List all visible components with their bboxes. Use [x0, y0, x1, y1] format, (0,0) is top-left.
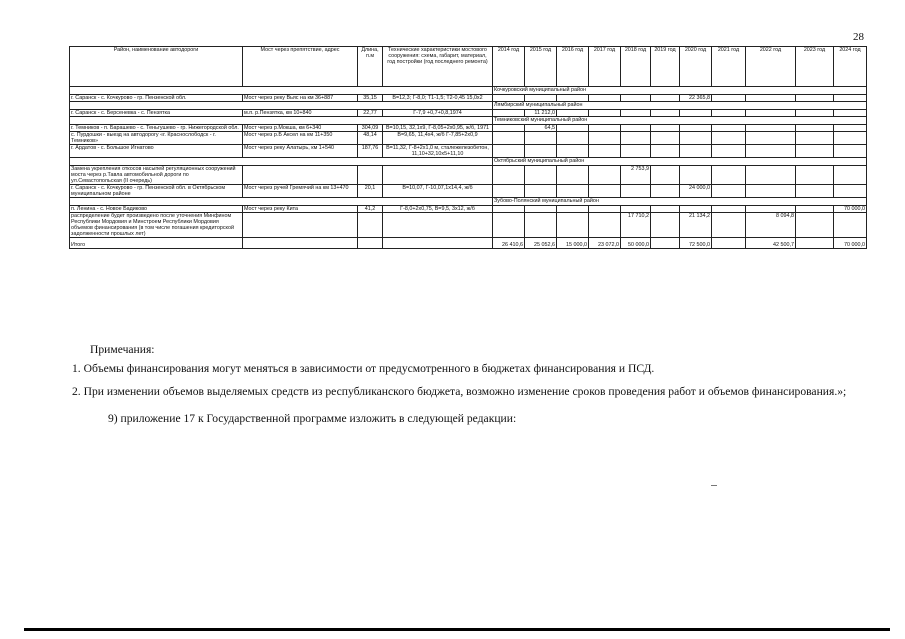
table-cell [525, 145, 557, 158]
total-cell: 42 500,7 [746, 238, 796, 249]
scan-mark [711, 485, 717, 486]
table-cell: 22,77 [358, 110, 383, 117]
total-cell: 50 000,0 [621, 238, 651, 249]
table-cell [525, 213, 557, 238]
table-cell [834, 125, 867, 132]
column-header: Мост через препятствие, адрес [243, 47, 358, 87]
table-cell [493, 125, 525, 132]
table-cell [493, 132, 525, 145]
section-title: Октябрьский муниципальный район [493, 158, 867, 166]
table-cell [746, 132, 796, 145]
table-cell: В=11,32, Г-8+2х1,0 м, сталежелезобетон, 11,10+32,10х5+11,10 [383, 145, 493, 158]
total-row [70, 238, 867, 249]
table-cell [712, 110, 746, 117]
section-row [70, 158, 867, 166]
table-cell: 35,15 [358, 95, 383, 102]
table-cell: г. Саранск - с. Кочкурово - гр. Пензенской обл. в Октябрьском муниципальном районе [70, 185, 243, 198]
column-header: 2018 год [621, 47, 651, 87]
table-cell [589, 185, 621, 198]
table-cell [589, 206, 621, 213]
table-cell [651, 185, 680, 198]
table-cell: Замена укрепления откосов насыпей регуляционных сооружений моста через р.Тавла автомобильной дороги по ул.Севастопольская (II очередь) [70, 166, 243, 185]
table-cell [680, 125, 712, 132]
table-cell: В=9,65, 11,4х4, ж/б Г-7,85+2х0,9 [383, 132, 493, 145]
column-header: 2023 год [796, 47, 834, 87]
table-cell [712, 145, 746, 158]
total-cell [358, 238, 383, 249]
table-row [70, 166, 867, 185]
table-cell: 20,1 [358, 185, 383, 198]
section-title: Зубово-Полянский муниципальный район [493, 198, 867, 206]
table-cell [557, 95, 589, 102]
table-cell: 70 000,0 [834, 206, 867, 213]
table-cell [557, 145, 589, 158]
table-cell: 304,09 [358, 125, 383, 132]
table-cell: с. Пурдошки - выезд на автодорогу «г. Краснослободск - г. Темников» [70, 132, 243, 145]
section-spacer [70, 117, 493, 125]
table-cell [525, 132, 557, 145]
table-cell [621, 206, 651, 213]
table-cell: 17 710,2 [621, 213, 651, 238]
table-cell [383, 166, 493, 185]
table-cell: 41,2 [358, 206, 383, 213]
table-cell [557, 125, 589, 132]
table-cell [712, 125, 746, 132]
table-cell [712, 213, 746, 238]
table-row [70, 125, 867, 132]
column-header: 2019 год [651, 47, 680, 87]
total-cell: 26 410,6 [493, 238, 525, 249]
note-item: 9) приложение 17 к Государственной программе изложить в следующей редакции: [108, 412, 517, 425]
table-cell [796, 166, 834, 185]
table-cell: 21 134,2 [680, 213, 712, 238]
section-spacer [70, 102, 493, 110]
header-row [70, 47, 867, 87]
table-cell [621, 145, 651, 158]
page-bottom-edge [24, 628, 890, 631]
section-spacer [70, 198, 493, 206]
column-header: Район, наименование автодороги [70, 47, 243, 87]
section-title: Кочкуровский муниципальный район [493, 87, 867, 95]
total-cell: 72 500,0 [680, 238, 712, 249]
table-cell [383, 213, 493, 238]
table-cell: Мост через реку Алатырь, км 1+540 [243, 145, 358, 158]
table-cell [651, 110, 680, 117]
table-cell [358, 166, 383, 185]
table-cell [525, 166, 557, 185]
table-cell: Мост через р.Мокша, км 6+340 [243, 125, 358, 132]
table-cell: Мост через реку Вьяс на км 36+887 [243, 95, 358, 102]
table-row [70, 110, 867, 117]
table-row [70, 185, 867, 198]
total-cell: 23 072,0 [589, 238, 621, 249]
notes-block [72, 342, 867, 426]
table-cell [712, 132, 746, 145]
total-cell [651, 238, 680, 249]
table-cell [557, 185, 589, 198]
table-cell [589, 132, 621, 145]
table-cell: распределение будет произведено после уточнения Минфином Республики Мордовия и Минстроем Республики Мордовия объемов финансирования (в том числе погашения кредиторской задолженности прошлых лет) [70, 213, 243, 238]
table-cell [358, 213, 383, 238]
table-cell: 48,14 [358, 132, 383, 145]
table-cell [651, 145, 680, 158]
table-cell: г. Саранск - с. Берсеневка - с. Пензятка [70, 110, 243, 117]
column-header: 2020 год [680, 47, 712, 87]
table-cell [557, 213, 589, 238]
table-cell: 22 365,8 [680, 95, 712, 102]
table-cell [680, 206, 712, 213]
section-row [70, 117, 867, 125]
total-cell: 15 000,0 [557, 238, 589, 249]
total-cell [796, 238, 834, 249]
table-cell: 11 212,0 [525, 110, 557, 117]
table-cell: г. Ардатов - с. Большое Игнатово [70, 145, 243, 158]
table-cell [680, 166, 712, 185]
table-cell: Мост через р.Б Аксел на км 11+350 [243, 132, 358, 145]
table-cell: 64,5 [525, 125, 557, 132]
section-row [70, 198, 867, 206]
table-cell [712, 95, 746, 102]
column-header: Длина, п.м [358, 47, 383, 87]
section-row [70, 87, 867, 95]
table-cell: Мост через реку Кита [243, 206, 358, 213]
section-title: Темниковский муниципальный район [493, 117, 867, 125]
table-cell [651, 125, 680, 132]
table-cell [557, 206, 589, 213]
table-cell [796, 185, 834, 198]
table-cell [651, 206, 680, 213]
total-cell [712, 238, 746, 249]
table-cell [680, 132, 712, 145]
column-header: 2024 год [834, 47, 867, 87]
table-cell [796, 145, 834, 158]
table-header [70, 47, 867, 87]
table-cell [834, 110, 867, 117]
total-cell [243, 238, 358, 249]
table-cell [621, 95, 651, 102]
total-cell [383, 238, 493, 249]
table-cell [589, 110, 621, 117]
table-cell [651, 95, 680, 102]
table-cell [621, 185, 651, 198]
table-cell [557, 132, 589, 145]
table-cell: 24 000,0 [680, 185, 712, 198]
table-cell [796, 125, 834, 132]
table-cell [834, 166, 867, 185]
table-cell [680, 110, 712, 117]
column-header: 2015 год [525, 47, 557, 87]
table-cell [834, 95, 867, 102]
table-cell [834, 145, 867, 158]
table-cell [589, 145, 621, 158]
table-cell: 8 094,8 [746, 213, 796, 238]
table-cell [493, 166, 525, 185]
table-cell [243, 166, 358, 185]
table-cell [651, 213, 680, 238]
table-cell: Г-7,9 +0,7+0,8,1974 [383, 110, 493, 117]
table-cell [834, 185, 867, 198]
page-number: 28 [853, 31, 864, 43]
total-cell: 70 000,0 [834, 238, 867, 249]
table-cell [680, 145, 712, 158]
table-cell: Г-8,0+2х0,75, В=9,5, 3х12, ж/б [383, 206, 493, 213]
table-cell [589, 166, 621, 185]
table-cell [796, 132, 834, 145]
notes-title: Примечания: [90, 343, 155, 356]
table-cell [796, 206, 834, 213]
column-header: 2014 год [493, 47, 525, 87]
table-cell [712, 185, 746, 198]
table-cell [796, 95, 834, 102]
table-cell [589, 125, 621, 132]
table-cell [834, 132, 867, 145]
table-cell [796, 213, 834, 238]
note-item: 2. При изменении объемов выделяемых средств из республиканского бюджета, возможно изменение сроков проведения работ и объемов финансирования.»; [72, 385, 847, 398]
table-cell [834, 213, 867, 238]
table-row [70, 206, 867, 213]
table-cell [621, 110, 651, 117]
table-cell [651, 166, 680, 185]
table-cell [589, 213, 621, 238]
column-header: 2016 год [557, 47, 589, 87]
table-body [70, 87, 867, 249]
table-cell [493, 213, 525, 238]
section-spacer [70, 87, 493, 95]
table-cell [746, 110, 796, 117]
table-cell [525, 185, 557, 198]
table-cell: В=10,07, Г-10,07,1х14,4, ж/б [383, 185, 493, 198]
table-cell [746, 145, 796, 158]
table-cell [493, 110, 525, 117]
table-cell [746, 166, 796, 185]
table-cell [621, 125, 651, 132]
table-cell [746, 125, 796, 132]
total-cell: Итого [70, 238, 243, 249]
table-cell [493, 206, 525, 213]
table-cell [557, 166, 589, 185]
table-cell [621, 132, 651, 145]
table-cell [746, 185, 796, 198]
table-cell [746, 95, 796, 102]
table-cell [493, 145, 525, 158]
table-cell: м.п. р.Пензятка, км 10+840 [243, 110, 358, 117]
table-cell: Мост через ручей Гремячий на км 13+470 [243, 185, 358, 198]
table-cell [712, 166, 746, 185]
table-cell [651, 132, 680, 145]
table-cell [557, 110, 589, 117]
table-cell [589, 95, 621, 102]
table-cell: 2 753,9 [621, 166, 651, 185]
section-title: Лямбирский муниципальный район [493, 102, 867, 110]
column-header: 2017 год [589, 47, 621, 87]
column-header: 2021 год [712, 47, 746, 87]
table-row [70, 132, 867, 145]
table-cell: г. Темников - п. Барашево - с. Теньгушево - гр. Нижегородской обл. [70, 125, 243, 132]
bridges-funding-table [69, 46, 867, 249]
table-cell [525, 95, 557, 102]
section-row [70, 102, 867, 110]
table-cell [796, 110, 834, 117]
table-cell [712, 206, 746, 213]
table-cell: 187,76 [358, 145, 383, 158]
section-spacer [70, 158, 493, 166]
column-header: Технические характеристики мостового сооружения: схема, габарит, материал, год постройки (год последнего ремонта) [383, 47, 493, 87]
table-cell: п. Ленина - с. Новое Бадиково [70, 206, 243, 213]
total-cell: 25 052,6 [525, 238, 557, 249]
table-cell [746, 206, 796, 213]
column-header: 2022 год [746, 47, 796, 87]
table-cell [525, 206, 557, 213]
table-row [70, 213, 867, 238]
table-cell: г. Саранск - с. Кочкурово - гр. Пензенской обл. [70, 95, 243, 102]
table-cell [243, 213, 358, 238]
table-cell: В=10,15, 32,1х9, Г-8,05+2х0,95, ж/б, 1971 [383, 125, 493, 132]
table-cell [493, 95, 525, 102]
table-cell [493, 185, 525, 198]
note-item: 1. Объемы финансирования могут меняться в зависимости от предусмотренного в бюджетах финансирования и ПСД. [72, 362, 655, 375]
table-cell: В=12,3; Г-8,0; Т1-1,5; Т2-0,45 15,0х2 [383, 95, 493, 102]
table-row [70, 95, 867, 102]
table-row [70, 145, 867, 158]
